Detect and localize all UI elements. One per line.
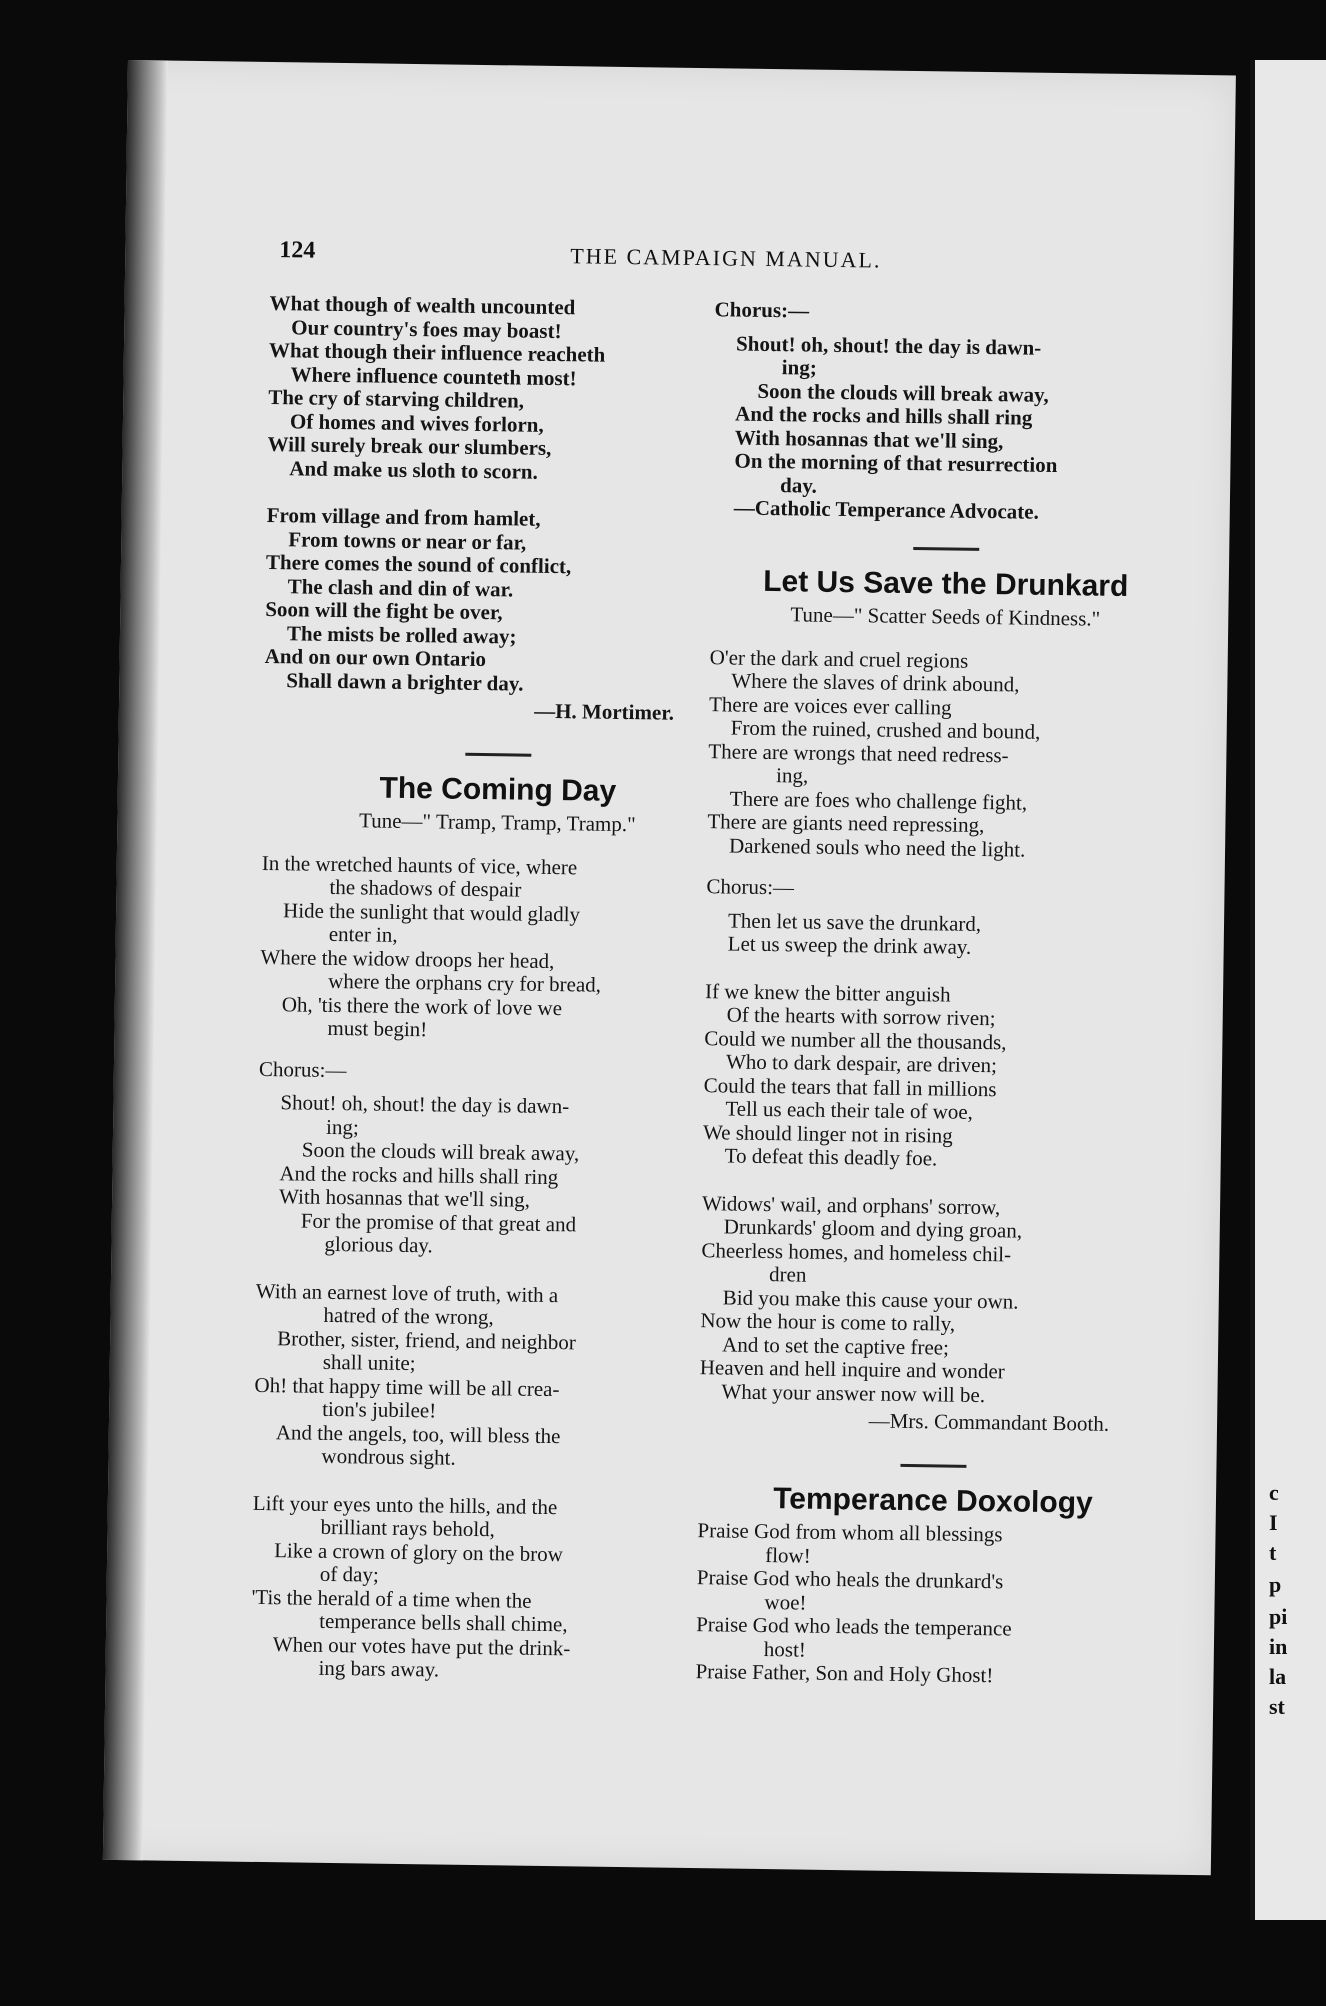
verse-line: woe! <box>764 1589 807 1615</box>
verse-line: If we knew the bitter anguish <box>704 978 951 1007</box>
verse-line: Shout! oh, shout! the day is dawn- <box>735 331 1042 360</box>
verse-line: From village and from hamlet, <box>266 502 541 531</box>
verse-line: shall unite; <box>322 1349 416 1376</box>
adjacent-page-edge <box>1250 60 1326 1920</box>
verse-line: Lift your eyes unto the hills, and the <box>252 1490 558 1519</box>
verse-line: To defeat this deadly foe. <box>724 1143 938 1171</box>
verse-line: Soon will the fight be over, <box>265 596 503 625</box>
verse-line: Then let us save the drunkard, <box>727 907 982 936</box>
edge-fragment: st <box>1269 1694 1285 1719</box>
left-column <box>250 292 740 1710</box>
verse-line: wondrous sight. <box>321 1443 456 1470</box>
verse-line: What though their influence reacheth <box>268 337 606 367</box>
verse-line: Hide the sunlight that would gladly <box>282 897 581 926</box>
verse-line: Where influence counteth most! <box>290 361 577 390</box>
verse-line: Heaven and hell inquire and wonder <box>699 1355 1005 1384</box>
verse-line: Praise God from whom all blessings <box>697 1518 1003 1547</box>
verse-line: Where the widow droops her head, <box>260 944 555 973</box>
verse-line: ing, <box>775 763 809 788</box>
verse-line: Brother, sister, friend, and neighbor <box>277 1325 576 1354</box>
verse-line: And make us sloth to scorn. <box>289 455 539 484</box>
edge-fragment: p <box>1269 1572 1282 1597</box>
poem1-stanza-1 <box>267 292 740 487</box>
verse-line: Praise God who heals the drunkard's <box>696 1565 1004 1594</box>
verse-line: From the ruined, crushed and bound, <box>730 715 1041 744</box>
verse-line: flow! <box>765 1542 811 1568</box>
chorus-label: Chorus:— <box>706 874 795 900</box>
verse-line: We should linger not in rising <box>702 1119 953 1148</box>
verse-line: Drunkards' gloom and dying groan, <box>723 1214 1023 1243</box>
poem3-tune: Tune—" Scatter Seeds of Kindness." <box>790 602 1101 631</box>
verse-line: There are voices ever calling <box>708 691 952 720</box>
chorus-attribution: —Catholic Temperance Advocate. <box>733 495 1040 524</box>
verse-line: Could we number all the thousands, <box>704 1025 1007 1054</box>
verse-line: tion's jubilee! <box>322 1396 437 1423</box>
verse-line: Who to dark despair, are driven; <box>725 1049 998 1078</box>
verse-line: temperance bells shall chime, <box>319 1608 568 1637</box>
verse-line: Soon the clouds will break away, <box>757 378 1049 407</box>
edge-fragment: pi <box>1269 1604 1288 1629</box>
verse-line: brilliant rays behold, <box>320 1514 496 1542</box>
verse-line: The mists be rolled away; <box>286 620 517 648</box>
verse-line: of day; <box>319 1561 379 1587</box>
verse-line: From towns or near or far, <box>288 526 527 555</box>
page-number: 124 <box>279 237 316 264</box>
verse-line: There are wrongs that need redress- <box>708 738 1009 767</box>
verse-line: On the morning of that resurrection <box>734 448 1058 478</box>
poem2-verse-1 <box>259 851 732 1046</box>
verse-line: Like a crown of glory on the brow <box>274 1537 564 1566</box>
verse-line: ing; <box>325 1114 359 1139</box>
poem3-title: Let Us Save the Drunkard <box>762 564 1129 603</box>
edge-fragment: I <box>1269 1510 1278 1535</box>
verse-line: Shall dawn a brighter day. <box>286 667 524 696</box>
verse-line: And the angels, too, will bless the <box>275 1419 561 1448</box>
verse-line: Now the hour is come to rally, <box>700 1308 956 1336</box>
verse-line: Bid you make this cause your own. <box>722 1284 1019 1314</box>
verse-line: dren <box>768 1262 807 1287</box>
verse-line: Where the slaves of drink abound, <box>731 668 1020 697</box>
verse-line: O'er the dark and cruel regions <box>709 644 969 673</box>
section-divider <box>913 547 979 551</box>
edge-fragment: c <box>1269 1480 1279 1505</box>
verse-line: enter in, <box>328 921 398 947</box>
poem3-attribution: —Mrs. Commandant Booth. <box>868 1408 1110 1436</box>
verse-line: Let us sweep the drink away. <box>727 931 972 959</box>
chorus-label: Chorus:— <box>714 297 810 323</box>
poem3-verse-3 <box>699 1192 1172 1410</box>
poem3-verse-2 <box>703 980 1176 1175</box>
poem1-stanza-2 <box>264 504 737 699</box>
verse-line: The cry of starving children, <box>268 384 525 413</box>
verse-line: ing bars away. <box>318 1655 440 1682</box>
edge-fragment: t <box>1269 1540 1277 1565</box>
poem3-chorus <box>706 909 1177 963</box>
verse-line: For the promise of that great and <box>300 1208 577 1236</box>
poem2-chorus <box>256 1091 728 1262</box>
verse-line: With an earnest love of truth, with a <box>255 1278 559 1307</box>
verse-line: And to set the captive free; <box>721 1331 950 1360</box>
verse-line: the shadows of despair <box>329 874 522 902</box>
chorus-label: Chorus:— <box>258 1056 347 1082</box>
verse-line: Will surely break our slumbers, <box>267 431 552 460</box>
poem2-tune: Tune—" Tramp, Tramp, Tramp." <box>358 808 636 837</box>
poem2-verse-3 <box>250 1491 723 1686</box>
verse-line: What your answer now will be. <box>721 1378 986 1407</box>
verse-line: 'Tis the herald of a time when the <box>251 1584 532 1613</box>
verse-line: And the rocks and hills shall ring <box>734 401 1033 430</box>
verse-line: There are giants need repressing, <box>707 809 985 838</box>
verse-line: Oh! that happy time will be all crea- <box>254 1372 560 1401</box>
edge-fragment: in <box>1269 1634 1288 1659</box>
verse-line: hatred of the wrong, <box>323 1302 494 1330</box>
poem4-lines <box>695 1519 1167 1690</box>
right-column <box>695 298 1185 1714</box>
poem1-attribution: —H. Mortimer. <box>534 698 675 725</box>
running-head: THE CAMPAIGN MANUAL. <box>570 243 882 273</box>
section-divider <box>465 752 531 756</box>
verse-line: glorious day. <box>324 1231 433 1258</box>
verse-line: There comes the sound of conflict, <box>265 549 572 579</box>
verse-line: Tell us each their tale of woe, <box>725 1096 974 1124</box>
verse-line: Oh, 'tis there the work of love we <box>281 991 563 1020</box>
verse-line: And the rocks and hills shall ring <box>279 1160 559 1189</box>
verse-line: With hosannas that we'll sing, <box>278 1184 531 1212</box>
verse-line: What though of wealth uncounted <box>269 291 576 320</box>
verse-line: The clash and din of war. <box>287 573 514 601</box>
book-page <box>103 60 1236 1875</box>
page-header <box>125 235 1233 290</box>
page-gutter <box>103 60 168 1860</box>
verse-line: When our votes have put the drink- <box>272 1631 571 1660</box>
verse-line: There are foes who challenge fight, <box>729 785 1028 815</box>
verse-line: In the wretched haunts of vice, where <box>261 850 578 879</box>
verse-line: host! <box>763 1636 807 1662</box>
verse-line: Soon the clouds will break away, <box>301 1137 580 1166</box>
verse-line: And on our own Ontario <box>264 643 487 672</box>
verse-line: Praise Father, Son and Holy Ghost! <box>695 1659 994 1688</box>
verse-line: Praise God who leads the temperance <box>696 1612 1012 1641</box>
verse-line: Our country's foes may boast! <box>291 314 562 343</box>
poem2-title: The Coming Day <box>379 771 617 808</box>
verse-line: day. <box>779 472 818 498</box>
poem3-verse-1 <box>707 646 1180 864</box>
poem2-verse-2 <box>253 1279 726 1474</box>
section-divider <box>900 1463 966 1467</box>
verse-line: Darkened souls who need the light. <box>728 832 1026 862</box>
verse-line: Of homes and wives forlorn, <box>289 408 544 437</box>
chorus-continuation <box>712 332 1185 527</box>
verse-line: ing; <box>781 355 817 380</box>
verse-line: Could the tears that fall in millions <box>703 1072 997 1101</box>
verse-line: Shout! oh, shout! the day is dawn- <box>280 1090 570 1119</box>
edge-fragment: la <box>1269 1664 1287 1689</box>
verse-line: Cheerless homes, and homeless chil- <box>701 1237 1012 1266</box>
verse-line: With hosannas that we'll sing, <box>734 425 1004 453</box>
verse-line: Widows' wail, and orphans' sorrow, <box>701 1190 1001 1219</box>
verse-line: must begin! <box>327 1015 428 1042</box>
verse-line: Of the hearts with sorrow riven; <box>726 1002 996 1031</box>
verse-line: where the orphans cry for bread, <box>327 968 602 997</box>
poem4-title: Temperance Doxology <box>772 1481 1093 1520</box>
